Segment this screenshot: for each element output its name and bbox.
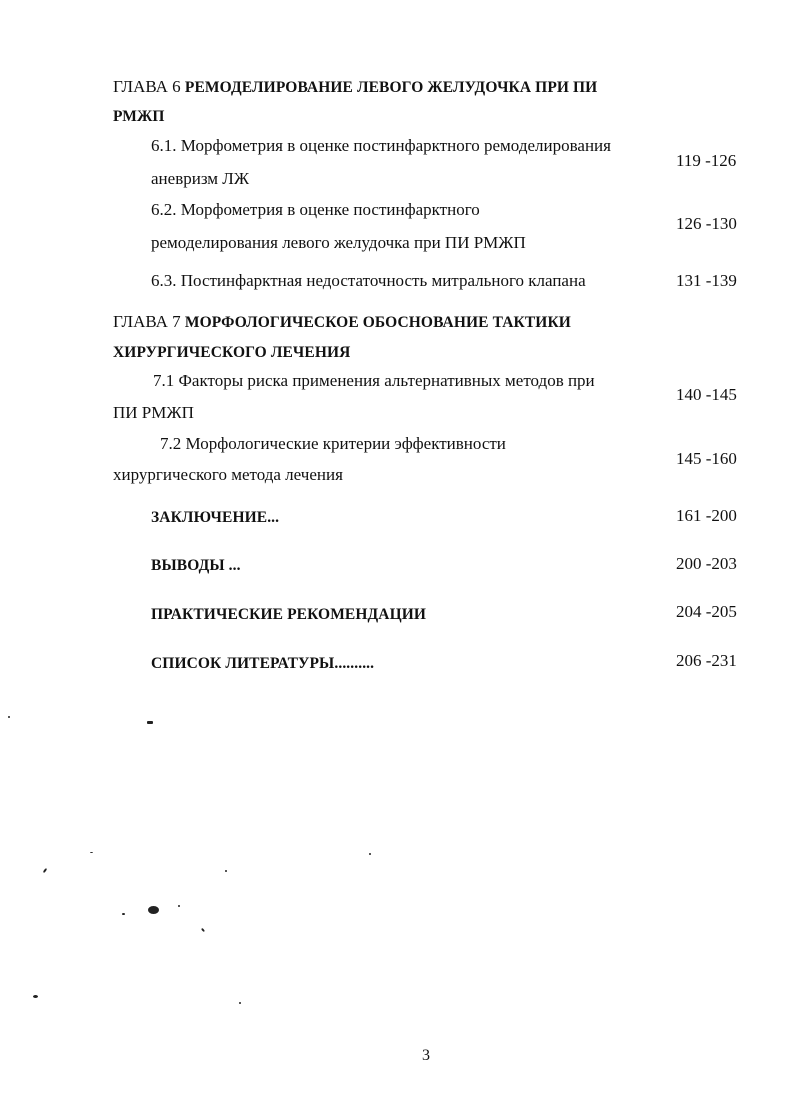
section-6-2-line1: 6.2. Морфометрия в оценке постинфарктного [151,200,480,219]
section-6-3-pages: 131 -139 [676,271,737,290]
scan-speck [90,852,93,853]
scan-speck [225,870,227,872]
section-7-1-pages: 140 -145 [676,385,737,404]
scan-speck [33,995,38,998]
section-7-2-line1: 7.2 Морфологические критерии эффективности [160,434,506,453]
scan-speck [43,868,48,873]
scan-speck [178,905,180,907]
recommendations-label: ПРАКТИЧЕСКИЕ РЕКОМЕНДАЦИИ [151,606,427,623]
chapter-6-title-line2: РМЖП [113,108,165,125]
scan-speck [148,906,159,914]
scan-speck [122,913,125,915]
section-6-3-line1: 6.3. Постинфарктная недостаточность митрального клапана [151,271,586,290]
section-6-1-line2: аневризм ЛЖ [151,169,250,188]
references-pages: 206 -231 [676,651,737,670]
scan-speck [369,853,371,855]
section-7-2-pages: 145 -160 [676,449,737,468]
section-7-1-line1: 7.1 Факторы риска применения альтернативных методов при [153,371,595,390]
findings-label: ВЫВОДЫ ... [151,557,241,574]
references-label: СПИСОК ЛИТЕРАТУРЫ.......... [151,655,375,672]
conclusion-label: ЗАКЛЮЧЕНИЕ... [151,509,280,526]
section-7-2-line2: хирургического метода лечения [113,465,343,484]
section-6-2-line2: ремоделирования левого желудочка при ПИ РМЖП [151,233,526,252]
conclusion-pages: 161 -200 [676,506,737,525]
scan-speck [201,928,205,932]
page-number: 3 [422,1047,430,1064]
chapter-7-heading [113,311,571,333]
findings-pages: 200 -203 [676,554,737,573]
recommendations-pages: 204 -205 [676,602,737,621]
scan-speck [147,721,153,724]
chapter-7-prefix: ГЛАВА 7 [113,312,181,331]
section-6-1-pages: 119 -126 [676,151,737,170]
chapter-6-prefix: ГЛАВА 6 [113,77,181,96]
section-7-1-line2: ПИ РМЖП [113,403,194,422]
chapter-7-title-line2: ХИРУРГИЧЕСКОГО ЛЕЧЕНИЯ [113,344,351,361]
scan-speck [8,716,10,718]
chapter-7-title-line1: МОРФОЛОГИЧЕСКОЕ ОБОСНОВАНИЕ ТАКТИКИ [184,314,571,331]
section-6-1-line1: 6.1. Морфометрия в оценке постинфарктного ремоделирования [151,136,611,155]
scan-speck [239,1002,241,1004]
chapter-6-heading [113,76,597,98]
chapter-6-title-line1: РЕМОДЕЛИРОВАНИЕ ЛЕВОГО ЖЕЛУДОЧКА ПРИ ПИ [184,79,598,96]
section-6-2-pages: 126 -130 [676,214,737,233]
